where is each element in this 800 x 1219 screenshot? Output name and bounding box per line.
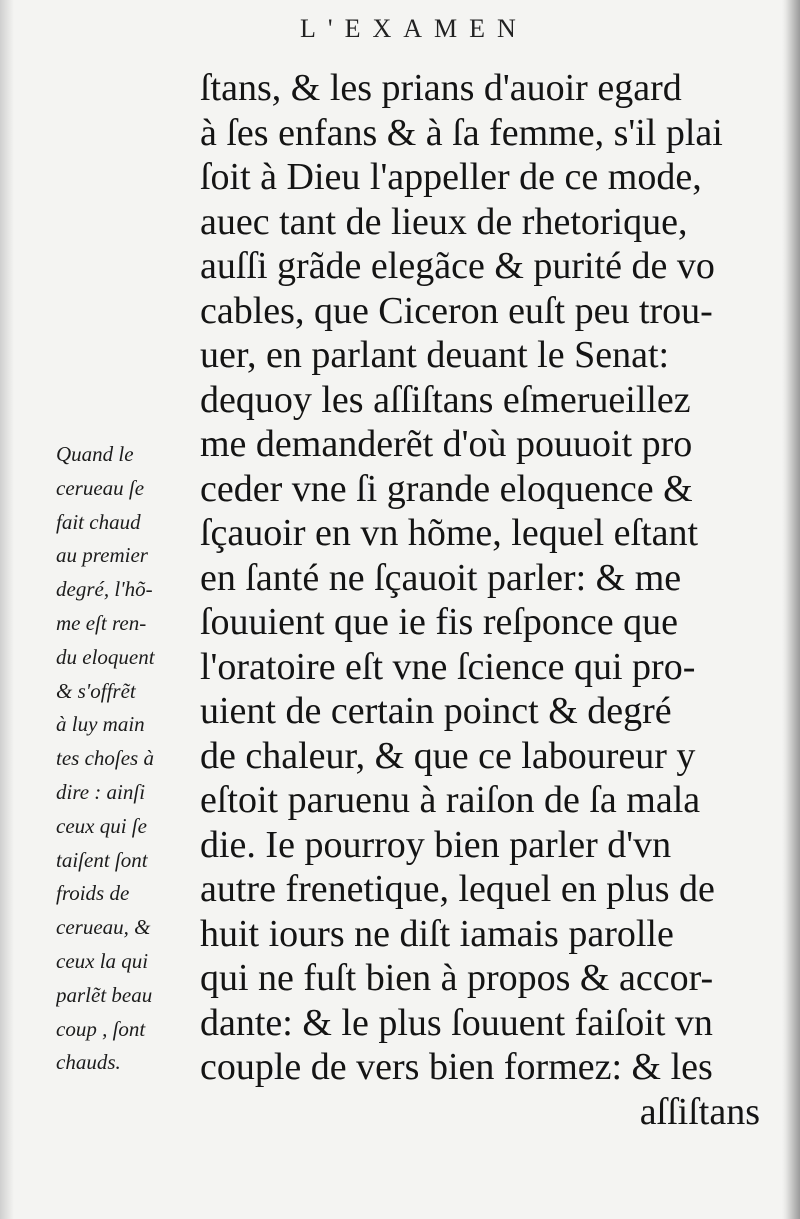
text-line: à ſes enfans & à ſa femme, s'il plai [200,111,723,154]
text-line: dequoy les aſſiſtans eſmerueillez [200,378,691,421]
text-line: ſoit à Dieu l'appeller de ce mode, [200,156,702,198]
marginal-note-line: dire : ainſi [56,779,146,804]
marginal-note-line: cerueau, & [56,915,151,940]
text-line: ſçauoir en vn hõme, lequel eſtant [200,512,699,554]
marginal-note-line: ceux la qui [56,948,149,973]
catchword-line: aſſiſtans [639,1090,760,1133]
page-gutter-shadow [0,0,14,1219]
marginal-note-line: à luy main [56,712,145,737]
text-line: ceder vne ſi grande eloquence & [200,467,693,510]
text-line: l'oratoire eſt vne ſcience qui pro- [200,645,696,688]
marginal-note-line: chauds. [56,1050,121,1075]
text-line: uient de certain poinct & degré [200,690,672,732]
marginal-note-line: fait chaud [56,509,141,534]
text-line: auec tant de lieux de rhetorique, [200,200,688,243]
marginal-note-line: parlẽt beau [56,982,153,1007]
text-line: ſouuient que ie fis reſponce que [200,601,679,643]
text-line: cables, que Ciceron euſt peu trou- [200,289,713,332]
text-line: de chaleur, & que ce laboureur y [200,734,696,777]
marginal-note-line: du eloquent [56,644,155,669]
marginal-note-line: degré, l'hõ- [56,577,153,602]
text-line: ſtans, & les prians d'auoir egard [200,67,682,109]
text-line: couple de vers bien formez: & les [200,1046,713,1088]
running-head: L'EXAMEN [300,14,528,43]
marginal-note-line: taiſent ſont [56,847,148,872]
text-line: en ſanté ne ſçauoit parler: & me [200,556,682,599]
text-line: uer, en parlant deuant le Senat: [200,334,670,376]
marginal-note-line: & s'offrẽt [56,678,136,703]
marginal-note-line: Quand le [56,442,134,466]
text-line: me demanderẽt d'où pouuoit pro [200,423,693,465]
marginal-note-line: tes choſes à [56,746,154,771]
text-line: huit iours ne diſt iamais parolle [200,912,674,955]
marginal-note-line: froids de [56,881,130,906]
text-line: eſtoit paruenu à raiſon de ſa mala [200,779,701,821]
text-line: auſſi grãde elegãce & purité de vo [200,245,715,287]
marginal-note-line: me eſt ren- [56,610,147,635]
marginal-note-line: cerueau ſe [56,475,145,500]
text-line: autre frenetique, lequel en plus de [200,868,715,910]
marginal-note-line: au premier [56,543,148,568]
marginal-note [56,438,206,1080]
marginal-note-line: coup , ſont [56,1016,146,1041]
text-line: qui ne fuſt bien à propos & accor- [200,957,714,999]
text-line: die. Ie pourroy bien parler d'vn [200,823,672,866]
marginal-note-line: ceux qui ſe [56,813,147,838]
page-edge-shadow [782,0,800,1219]
text-line: dante: & le plus ſouuent faiſoit vn [200,1001,713,1044]
main-text-block [200,66,760,1134]
